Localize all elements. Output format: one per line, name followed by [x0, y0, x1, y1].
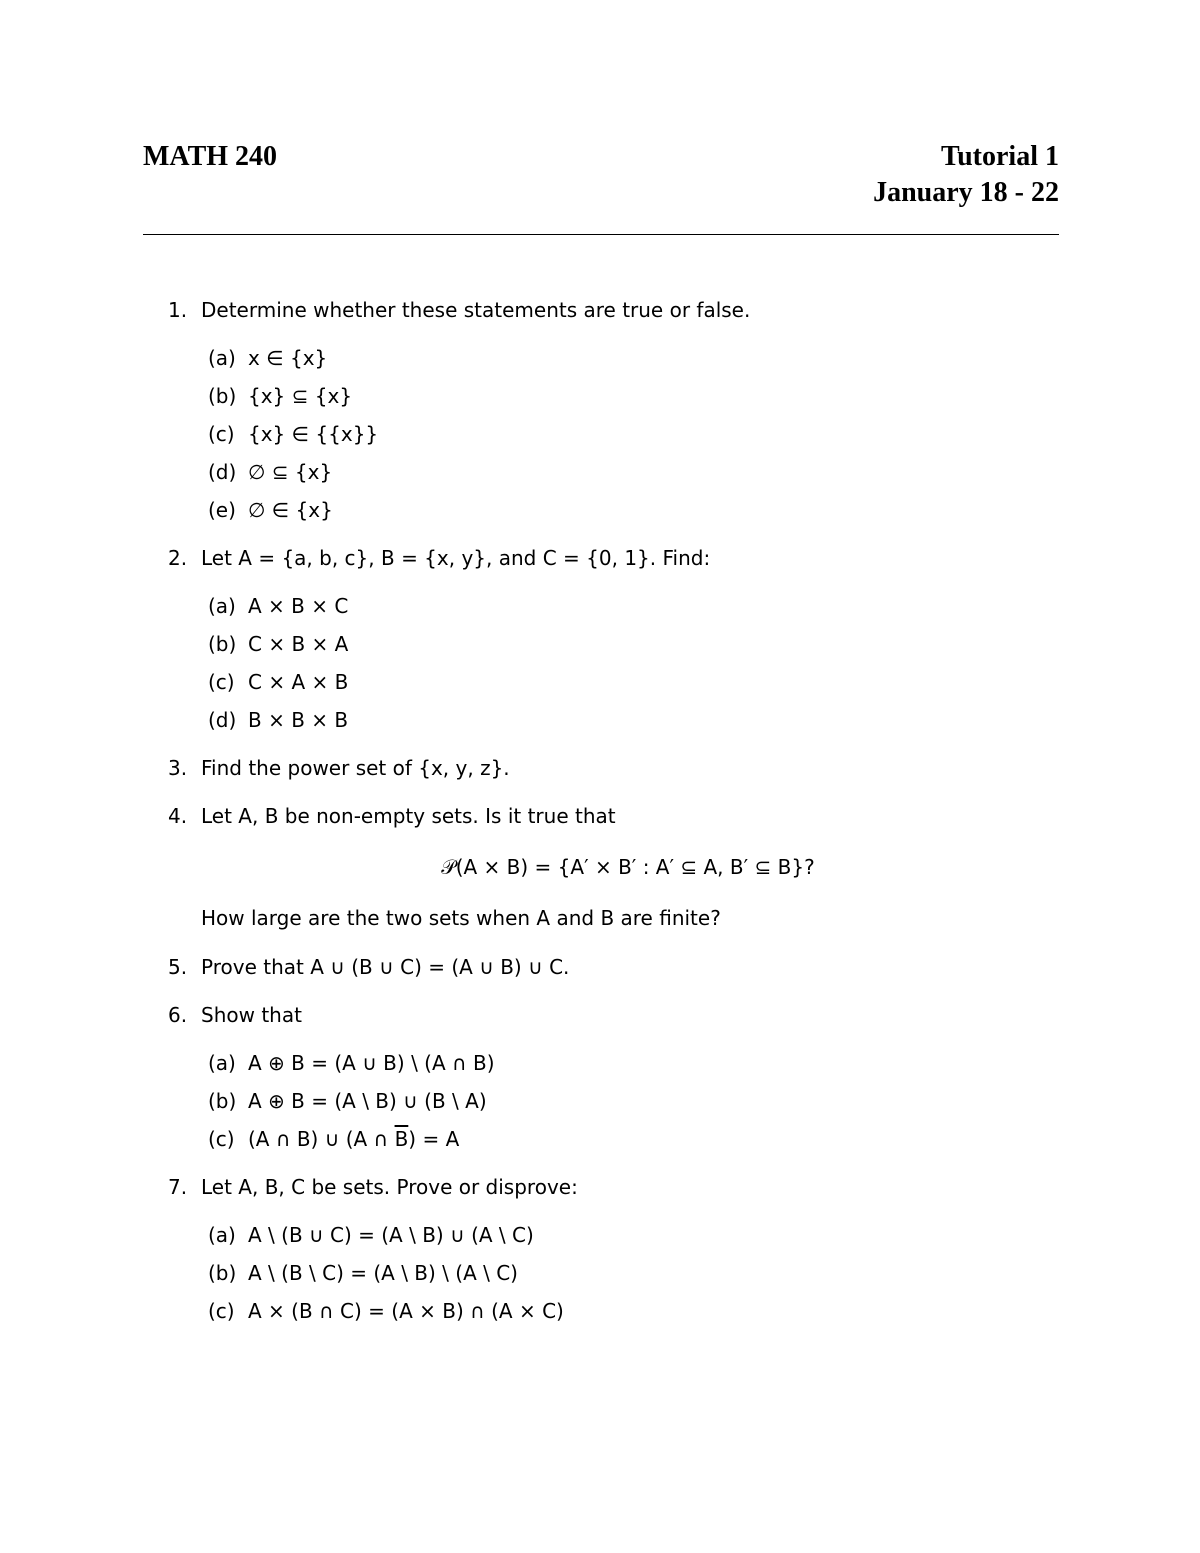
q1-item-e-expr: ∅ ∈ {x}: [248, 498, 333, 522]
q7-item-a-label: (a): [208, 1223, 236, 1247]
q1-item-e-label: (e): [208, 498, 236, 522]
q7-item-c-label: (c): [208, 1299, 235, 1323]
q7-item-b-label: (b): [208, 1261, 237, 1285]
tutorial-dates: January 18 - 22: [873, 177, 1059, 208]
q1-item-c-label: (c): [208, 422, 235, 446]
question-7-number: 7.: [168, 1175, 188, 1199]
q6-item-b-expr: A ⊕ B = (A \ B) ∪ (B \ A): [248, 1089, 487, 1113]
q6-item-c-expr: [248, 1125, 459, 1153]
question-6-text: Show that: [201, 1003, 302, 1027]
question-3-number: 3.: [168, 756, 188, 780]
q2-item-d-expr: B × B × B: [248, 708, 349, 732]
q7-item-a-expr: A \ (B ∪ C) = (A \ B) ∪ (A \ C): [248, 1223, 534, 1247]
q6-item-c-expr-pre: (A ∩ B) ∪ (A ∩: [248, 1127, 395, 1151]
q1-item-d-expr: ∅ ⊆ {x}: [248, 460, 333, 484]
q2-item-a-expr: A × B × C: [248, 594, 349, 618]
question-3-text: Find the power set of {x, y, z}.: [201, 756, 510, 780]
question-4-number: 4.: [168, 804, 188, 828]
question-7-text: Let A, B, C be sets. Prove or disprove:: [201, 1175, 578, 1199]
question-5-text: Prove that A ∪ (B ∪ C) = (A ∪ B) ∪ C.: [201, 955, 570, 979]
q6-item-c-label: (c): [208, 1127, 235, 1151]
q2-item-c-expr: C × A × B: [248, 670, 349, 694]
complement-b: $\overline{B}$: [394, 1127, 409, 1151]
question-4-text: Let A, B be non-empty sets. Is it true that: [201, 804, 616, 828]
question-2-number: 2.: [168, 546, 188, 570]
question-1-number: 1.: [168, 298, 188, 322]
question-4-display-equation: 𝒫(A × B) = {A′ × B′ : A′ ⊆ A, B′ ⊆ B}?: [441, 855, 815, 879]
q1-item-a-expr: x ∈ {x}: [248, 346, 328, 370]
question-5-number: 5.: [168, 955, 188, 979]
question-2-text: Let A = {a, b, c}, B = {x, y}, and C = {0, 1}. Find:: [201, 546, 711, 570]
header-rule: [143, 234, 1059, 235]
course-title: MATH 240: [143, 141, 278, 172]
question-1-text: Determine whether these statements are true or false.: [201, 298, 751, 322]
question-4-followup: How large are the two sets when A and B are finite?: [201, 906, 721, 930]
question-6-number: 6.: [168, 1003, 188, 1027]
q7-item-b-expr: A \ (B \ C) = (A \ B) \ (A \ C): [248, 1261, 518, 1285]
q1-item-b-expr: {x} ⊆ {x}: [248, 384, 353, 408]
tutorial-number: Tutorial 1: [941, 141, 1059, 172]
q2-item-b-label: (b): [208, 632, 237, 656]
q2-item-b-expr: C × B × A: [248, 632, 349, 656]
q6-item-a-expr: A ⊕ B = (A ∪ B) \ (A ∩ B): [248, 1051, 495, 1075]
q1-item-a-label: (a): [208, 346, 236, 370]
q1-item-c-expr: {x} ∈ {{x}}: [248, 422, 379, 446]
q7-item-c-expr: A × (B ∩ C) = (A × B) ∩ (A × C): [248, 1299, 564, 1323]
q2-item-d-label: (d): [208, 708, 237, 732]
q2-item-c-label: (c): [208, 670, 235, 694]
q1-item-b-label: (b): [208, 384, 237, 408]
q1-item-d-label: (d): [208, 460, 237, 484]
q6-item-c-expr-post: ) = A: [408, 1127, 460, 1151]
q6-item-a-label: (a): [208, 1051, 236, 1075]
q6-item-b-label: (b): [208, 1089, 237, 1113]
q2-item-a-label: (a): [208, 594, 236, 618]
